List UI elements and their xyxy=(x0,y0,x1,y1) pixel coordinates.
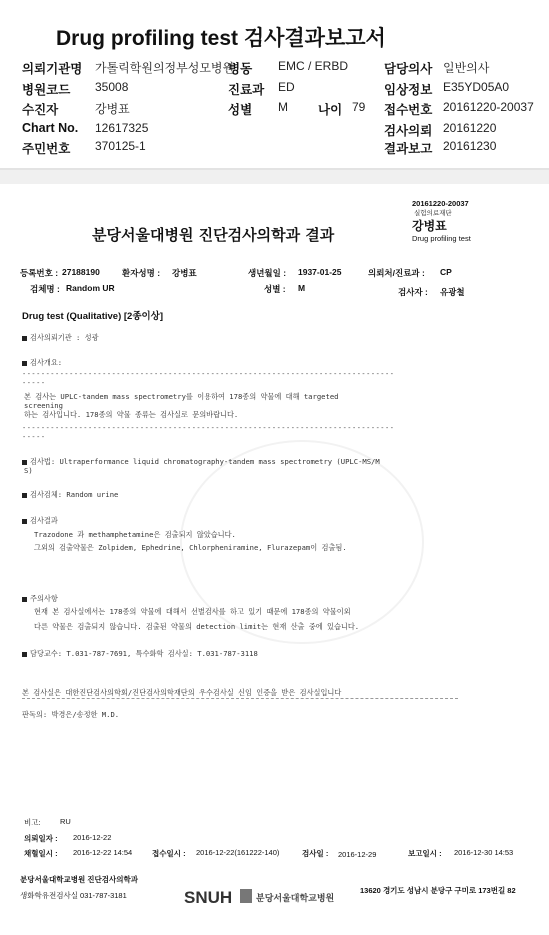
rrn-value: 370125-1 xyxy=(95,139,146,153)
section-contact xyxy=(22,649,258,659)
section-specimen xyxy=(22,490,118,500)
dash-line: ------------------------------------------------------------------------------- xyxy=(22,370,395,378)
specimen-text: 검사검체: Random urine xyxy=(30,490,119,499)
accept-label: 접수일시 : xyxy=(152,849,186,858)
report-date-value: 20161230 xyxy=(443,139,497,153)
snuh-logo xyxy=(184,888,232,908)
spec-value: Random UR xyxy=(66,283,115,293)
exam-value: 2016-12-29 xyxy=(338,850,377,859)
reg-label: 등록번호 : xyxy=(20,268,59,278)
sex-doc-value: M xyxy=(298,283,306,293)
hosp-code-label: 병원코드 xyxy=(22,83,71,97)
remark-value: RU xyxy=(60,817,71,826)
sex-value: M xyxy=(278,100,288,114)
method-line-2: S) xyxy=(24,466,33,475)
bullet-icon xyxy=(22,361,27,366)
dob-label: 생년월일 : xyxy=(248,268,287,278)
order-label: 의뢰일자 : xyxy=(24,834,58,843)
accept-value: 2016-12-22(161222-140) xyxy=(196,848,280,857)
logo-hospital-name: 분당서울대학교병원 xyxy=(256,893,335,903)
doctor-label: 담당의사 xyxy=(384,62,433,76)
section-result xyxy=(22,516,58,526)
dept-doc-label: 의뢰처/진료과 : xyxy=(368,268,425,278)
order-value: 2016-12-22 xyxy=(73,833,112,842)
dept-doc-value: CP xyxy=(440,267,452,277)
rrn-label: 주민번호 xyxy=(22,142,71,156)
patient-label: 수진자 xyxy=(22,103,59,117)
logo-mark-icon xyxy=(240,889,252,903)
overview-line-1: 본 검사는 UPLC-tandem mass spectrometry를 이용하여 178종의 약물에 대해 targeted xyxy=(24,392,339,401)
bullet-icon xyxy=(22,493,27,498)
req-value: 20161220 xyxy=(443,121,497,135)
report-date-label: 결과보고 xyxy=(384,142,433,156)
section-institution xyxy=(22,333,99,343)
report-title: Drug profiling test 검사결과보고서 xyxy=(56,27,386,50)
bullet-icon xyxy=(22,460,27,465)
corner-id: 20161220-20037 xyxy=(412,199,469,208)
footer-lab: 생화학유전검사실 031-787-3181 xyxy=(20,891,127,900)
chart-label: Chart No. xyxy=(22,121,79,135)
section-notes xyxy=(22,594,58,604)
hosp-code-value: 35008 xyxy=(95,80,129,94)
sex-doc-label: 성별 : xyxy=(264,284,286,294)
overview-line-2: screening xyxy=(24,401,63,410)
ward-label: 병동 xyxy=(228,62,253,76)
pt-value: 강병표 xyxy=(172,268,197,278)
patient-value: 강병표 xyxy=(95,102,130,116)
age-value: 79 xyxy=(352,100,366,114)
result-line-1: Trazodone 과 methamphetamine은 검출되지 않았습니다. xyxy=(34,530,236,539)
overview-head: 검사개요: xyxy=(30,358,63,367)
bullet-icon xyxy=(22,652,27,657)
clinical-label: 임상정보 xyxy=(384,83,433,97)
footer-dept: 분당서울대학교병원 진단검사의학과 xyxy=(20,875,139,884)
ward-value: EMC / ERBD xyxy=(278,59,349,73)
dash-line-short: ----- xyxy=(22,433,46,441)
corner-name: 강병표 xyxy=(412,219,447,233)
dash-line: ------------------------------------------------------------------------------- xyxy=(22,424,395,432)
receipt-value: 20161220-20037 xyxy=(443,100,534,114)
logo-text: SNUH xyxy=(184,888,233,907)
inst-label: 의뢰기관명 xyxy=(22,62,83,76)
examiner-label: 검사자 : xyxy=(398,287,428,297)
corner-sub: 실험의료재단 xyxy=(414,210,452,217)
certification-text: 본 검사실은 대한진단검사의학회/진단검사의학재단의 우수검사실 신임 인증을 받은 검사실입니다 xyxy=(22,688,342,697)
sex-label: 성별 xyxy=(228,103,253,117)
result-head: 검사결과 xyxy=(30,516,58,525)
method-line-1: 검사법: Ultraperformance liquid chromatography-tandem mass spectrometry (UPLC-MS/M xyxy=(30,457,380,466)
contact-text: 담당교수: T.031-787-7691, 특수화학 검사실: T.031-787-3118 xyxy=(30,649,258,658)
receipt-label: 접수번호 xyxy=(384,103,433,117)
examiner-value: 유광철 xyxy=(440,287,465,297)
age-label: 나이 xyxy=(318,103,343,117)
overview-line-3: 하는 검사입니다. 178종의 약물 종류는 검사실로 문의바랍니다. xyxy=(24,410,239,419)
inst-value: 가톨릭학원의정부성모병원 xyxy=(95,61,235,75)
spec-label: 검체명 : xyxy=(30,284,60,294)
corner-test: Drug profiling test xyxy=(412,234,471,243)
dash-line-short: ----- xyxy=(22,379,46,387)
bullet-icon xyxy=(22,597,27,602)
hospital-title: 분당서울대병원 진단검사의학과 결과 xyxy=(92,226,335,244)
req-label: 검사의뢰 xyxy=(384,124,433,138)
result-line-2: 그외의 검출약물은 Zolpidem, Ephedrine, Chlorpheniramine, Flurazepam이 검출됨. xyxy=(34,543,347,552)
scan-margin xyxy=(0,170,549,184)
section-overview xyxy=(22,358,62,368)
section-method xyxy=(22,457,380,467)
rep-value: 2016-12-30 14:53 xyxy=(454,848,514,857)
collect-value: 2016-12-22 14:54 xyxy=(73,848,133,857)
collect-label: 채혈일시 : xyxy=(24,849,58,858)
doctor-value: 일반의사 xyxy=(443,61,490,75)
exam-label: 검사일 : xyxy=(302,849,329,858)
rep-label: 보고일시 : xyxy=(408,849,442,858)
note-line-2: 다른 약물은 검출되지 않습니다. 검출된 약물의 detection limit는 현재 산출 중에 있습니다. xyxy=(34,622,360,631)
chart-value: 12617325 xyxy=(95,121,149,135)
institution-text: 검사의뢰기관 : 성광 xyxy=(30,333,99,342)
bullet-icon xyxy=(22,336,27,341)
dept-label: 진료과 xyxy=(228,83,265,97)
hospital-address: 13620 경기도 성남시 분당구 구미로 173번길 82 xyxy=(360,886,516,895)
cert-underline xyxy=(22,698,458,699)
dept-value: ED xyxy=(278,80,295,94)
reg-value: 27188190 xyxy=(62,267,100,277)
test-name: Drug test (Qualitative) [2종이상] xyxy=(22,311,164,322)
bullet-icon xyxy=(22,519,27,524)
note-head: 주의사항 xyxy=(30,594,58,603)
dob-value: 1937-01-25 xyxy=(298,267,342,277)
remark-label: 비고: xyxy=(24,818,41,827)
clinical-value: E35YD05A0 xyxy=(443,80,510,94)
note-line-1: 현재 본 검사실에서는 178종의 약물에 대해서 선별검사를 하고 있기 때문에 178종의 약물이외 xyxy=(34,607,351,616)
reviewer-text: 판독의: 박경은/송정한 M.D. xyxy=(22,710,120,719)
pt-label: 환자성명 : xyxy=(122,268,161,278)
